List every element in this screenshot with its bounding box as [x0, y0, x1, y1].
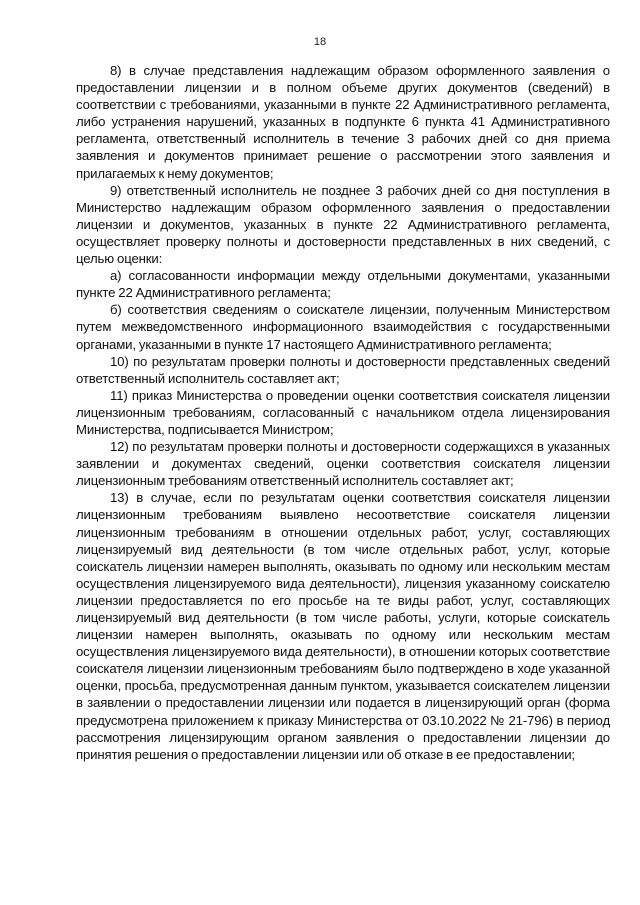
document-body: [76, 62, 610, 763]
paragraph-item-12: 12) по результатам проверки полноты и достоверности содержащихся в указанных заявлении и документах сведений, оценки соответствия соискателя лицензии лицензионным требованиям ответственный исполнитель составляет акт;: [76, 439, 610, 489]
paragraph-item-11: 11) приказ Министерства о проведении оценки соответствия соискателя лицензии лицензионным требованиям, согласованный с начальником отдела лицензирования Министерства, подписывается Министром;: [76, 387, 610, 437]
page-number: 18: [313, 36, 327, 48]
paragraph-item-9: 9) ответственный исполнитель не позднее 3 рабочих дней со дня поступления в Министерство надлежащим образом оформленного заявления о предоставлении лицензии и документов, указанных в пункте 22 Административного регламента, осуществляет проверку полноты и достоверности представленных в них сведений, с целью оценки:: [76, 182, 610, 267]
paragraph-item-10: 10) по результатам проверки полноты и достоверности представленных сведений ответственный исполнитель составляет акт;: [76, 353, 610, 386]
paragraph-subitem-a: а) согласованности информации между отдельными документами, указанными пункте 22 Административного регламента;: [76, 268, 610, 301]
paragraph-subitem-b: б) соответствия сведениям о соискателе лицензии, полученным Министерством путем межведомственного информационного взаимодействия с государственными органами, указанными в пункте 17 настоящего Административного регламента;: [76, 302, 610, 352]
paragraph-item-13: 13) в случае, если по результатам оценки соответствия соискателя лицензии лицензионным требованиям выявлено несоответствие соискателя лицензии лицензионным требованиям в отношении отдельных работ, услуг, составляющих лицензируемый вид деятельности (в том числе отдельных работ, услуг, которые соискатель лицензии намерен выполнять, оказывать по одному или нескольким местам осуществления лицензируемого вида деятельности), лицензия указанному соискателю лицензии предоставляется по его просьбе на те виды работ, услуг, составляющих лицензируемый вид деятельности (в том числе работы, услуги, которые соискатель лицензии намерен выполнять, оказывать по одному или нескольким местам осуществления лицензируемого вида деятельности), в отношении которых соответствие соискателя лицензии лицензионным требованиям было подтверждено в ходе указанной оценки, просьба, предусмотренная данным пунктом, указывается соискателем лицензии в заявлении о предоставлении лицензии или подается в лицензирующий орган (форма предусмотрена приложением к приказу Министерства от 03.10.2022 № 21-796) в период рассмотрения лицензирующим органом заявления о предоставлении лицензии до принятия решения о предоставлении лицензии или об отказе в ее предоставлении;: [76, 490, 610, 762]
paragraph-item-8: 8) в случае представления надлежащим образом оформленного заявления о предоставлении лицензии и в полном объеме других документов (сведений) в соответствии с требованиями, указанными в пункте 22 Административного регламента, либо устранения нарушений, указанных в подпункте 6 пункта 41 Административного регламента, ответственный исполнитель в течение 3 рабочих дней со дня приема заявления и документов принимает решение о рассмотрении этого заявления и прилагаемых к нему документов;: [76, 63, 610, 181]
